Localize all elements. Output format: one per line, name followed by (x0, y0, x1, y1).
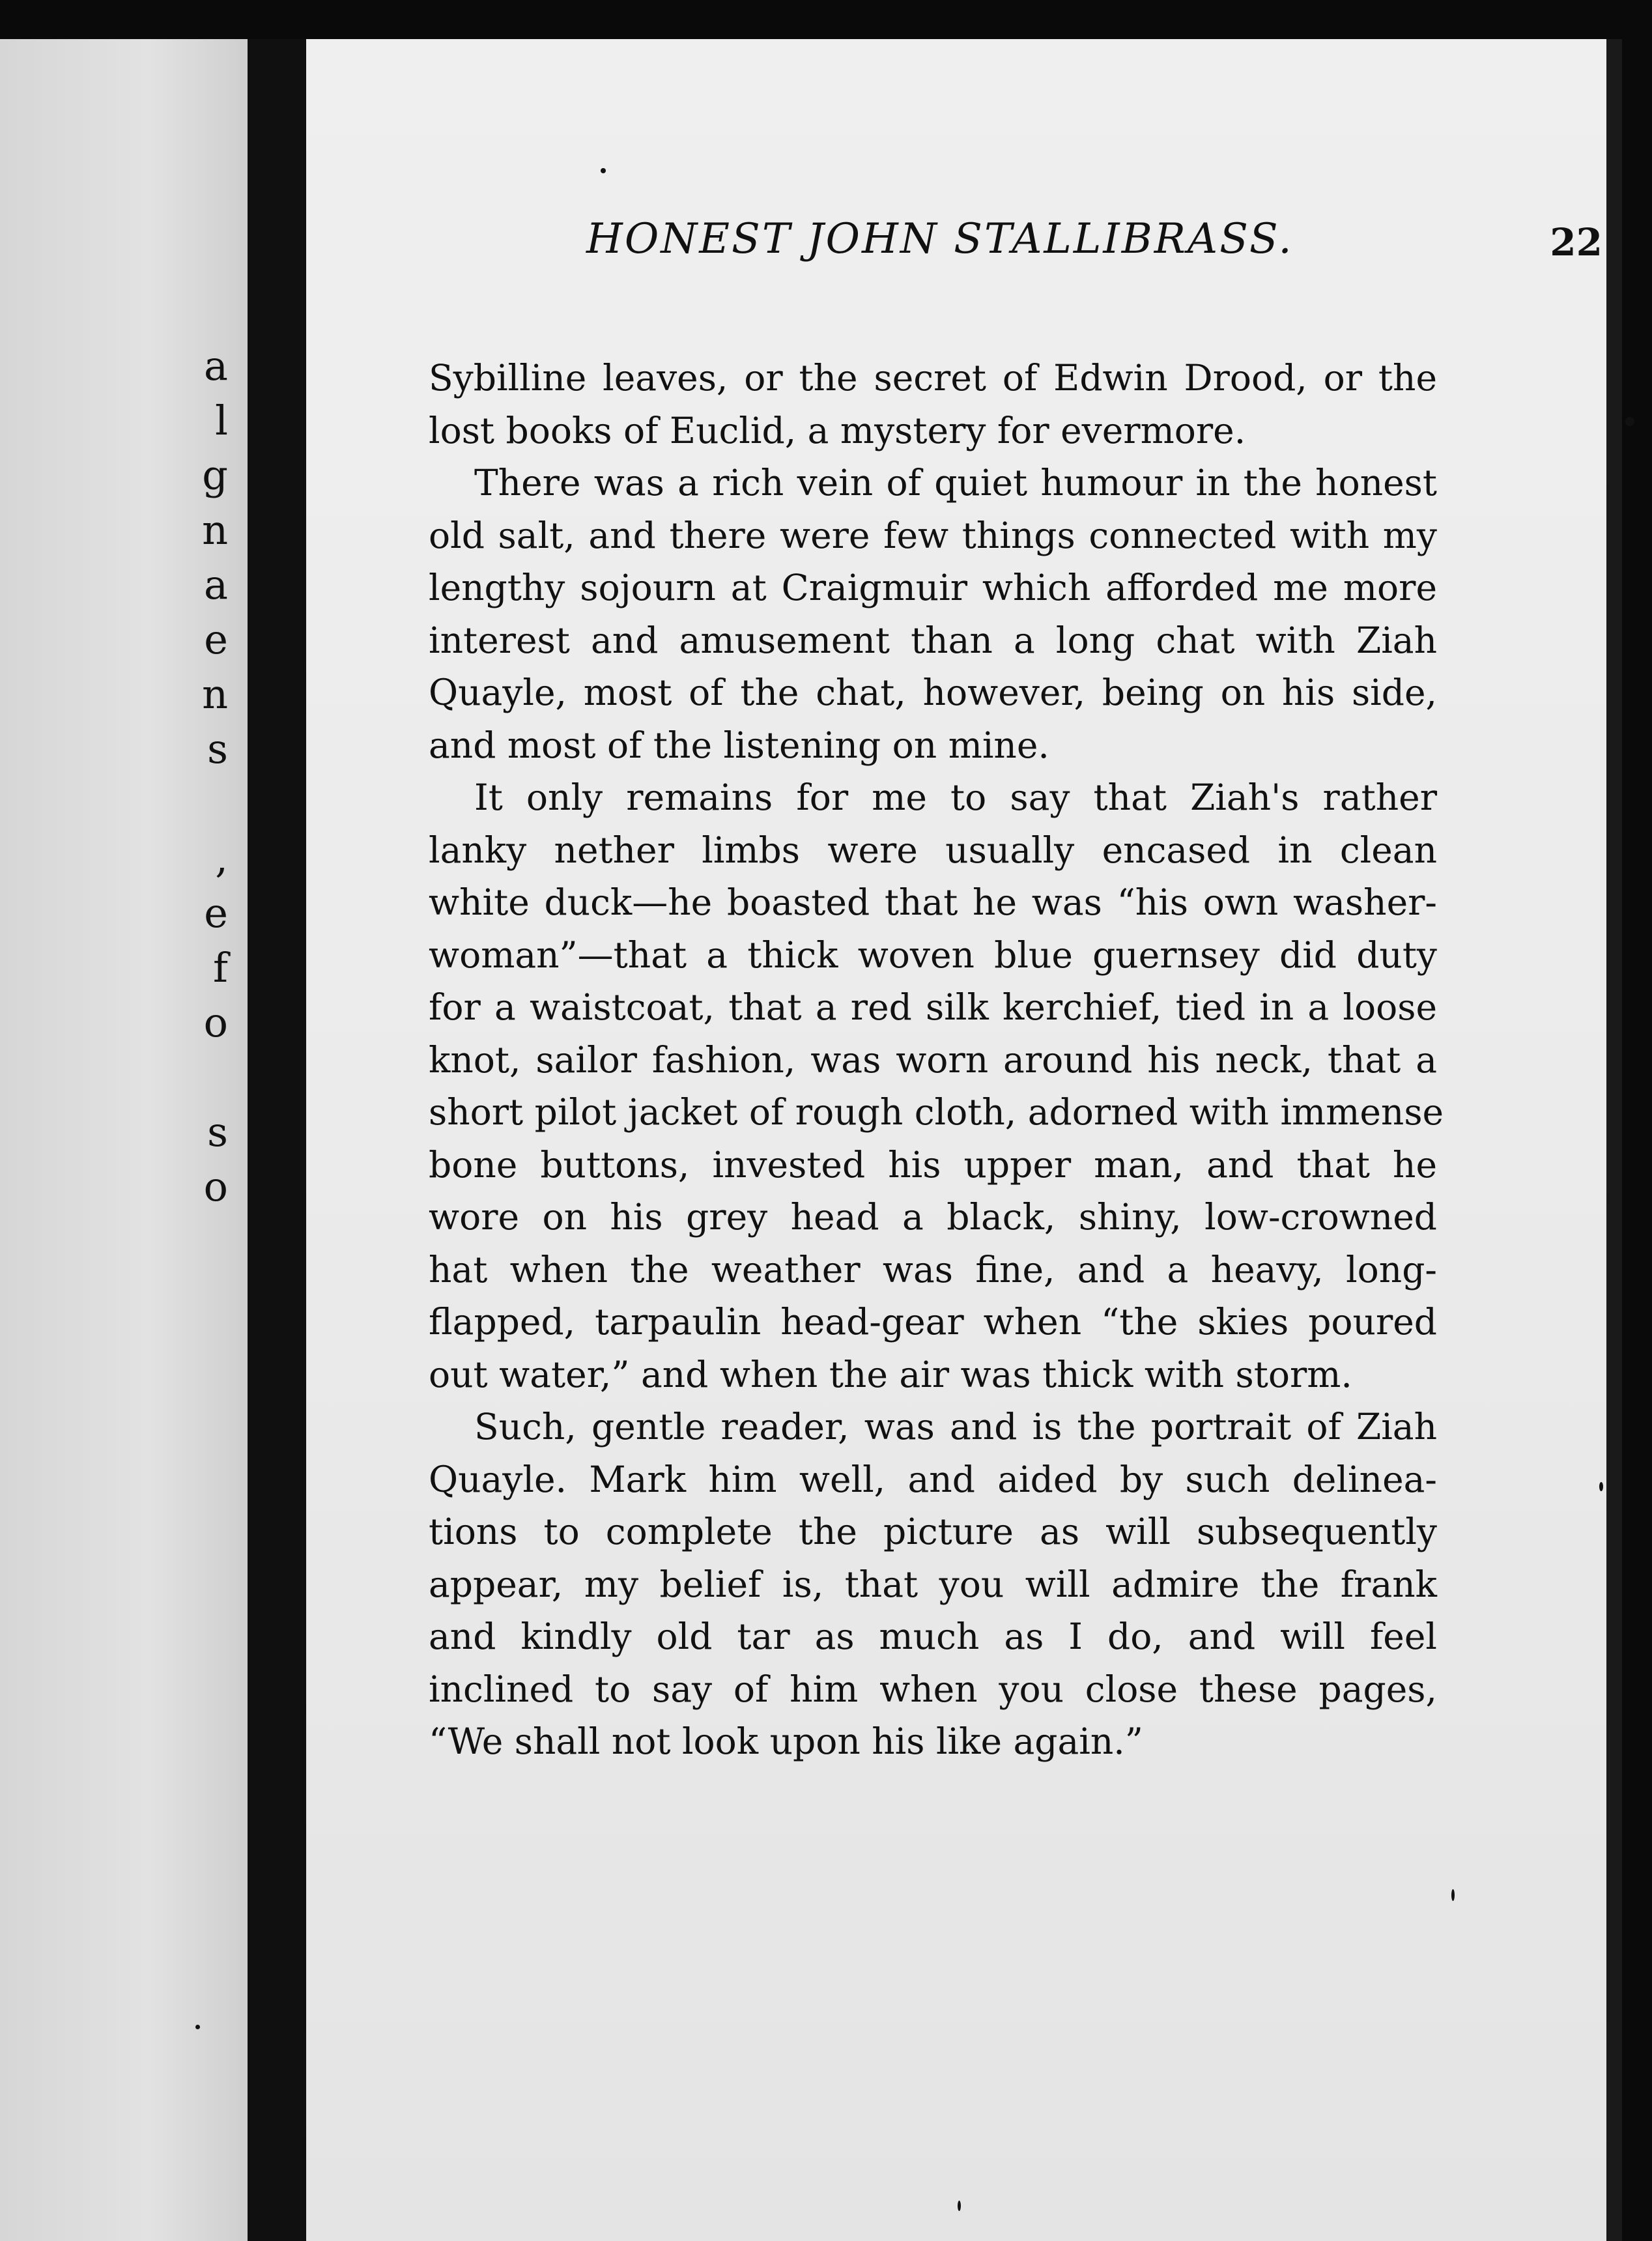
scan-speck (195, 2025, 200, 2029)
text-line: lost books of Euclid, a mystery for evermore. (429, 409, 1246, 451)
scan-speck (1599, 1482, 1603, 1491)
book-page (306, 39, 1622, 2241)
scan-speck (958, 2201, 961, 2211)
body-text (429, 352, 1444, 1768)
text-line: and most of the listening on mine. (429, 724, 1049, 766)
text-line: tions to complete the picture as will subsequently (429, 1511, 1437, 1552)
text-line: bone buttons, invested his upper man, and that he (429, 1143, 1437, 1186)
text-line: flapped, tarpaulin head-gear when “the skies poured (429, 1301, 1437, 1343)
text-line: inclined to say of him when you close these pages, (429, 1668, 1437, 1710)
text-line: short pilot jacket of rough cloth, adorned with immense (429, 1091, 1444, 1133)
facing-page-edge (0, 39, 248, 2241)
page-number: 22 (1550, 220, 1602, 264)
text-line: lengthy sojourn at Craigmuir which afforded me more (429, 567, 1437, 608)
book-gutter (248, 39, 306, 2241)
scan-speck (1625, 417, 1634, 426)
text-line: Quayle, most of the chat, however, being on his side, (429, 672, 1437, 713)
scan-speck (601, 168, 606, 173)
scan-speck (1451, 1889, 1455, 1901)
running-head (586, 215, 1602, 287)
text-line: It only remains for me to say that Ziah's rather (474, 777, 1437, 818)
text-line: white duck—he boasted that he was “his own washer- (429, 881, 1437, 923)
text-line: Sybilline leaves, or the secret of Edwin Drood, or the (429, 357, 1437, 399)
text-line: There was a rich vein of quiet humour in the honest (474, 462, 1437, 504)
text-line: and kindly old tar as much as I do, and will feel (429, 1616, 1437, 1657)
text-line: woman”—that a thick woven blue guernsey did duty (429, 934, 1437, 976)
text-line: for a waistcoat, that a red silk kerchief, tied in a loose (429, 986, 1437, 1028)
text-line: Such, gentle reader, was and is the portrait of Ziah (474, 1406, 1437, 1448)
text-line: “We shall not look upon his like again.” (429, 1720, 1143, 1762)
text-line: interest and amusement than a long chat with Ziah (429, 619, 1437, 661)
text-line: Quayle. Mark him well, and aided by such delinea- (429, 1458, 1437, 1500)
text-line: hat when the weather was fine, and a heavy, long- (429, 1248, 1437, 1291)
text-line: wore on his grey head a black, shiny, low-crowned (429, 1196, 1437, 1238)
running-title: HONEST JOHN STALLIBRASS. (586, 215, 1294, 263)
text-line: out water,” and when the air was thick with storm. (429, 1353, 1352, 1395)
text-line: lanky nether limbs were usually encased in clean (429, 829, 1437, 871)
facing-page-cut-text: a l g n a e n s , e f o s o (202, 342, 228, 1210)
text-line: knot, sailor fashion, was worn around his neck, that a (429, 1038, 1437, 1081)
text-line: old salt, and there were few things connected with my (429, 514, 1437, 556)
text-line: appear, my belief is, that you will admire the frank (429, 1563, 1437, 1605)
